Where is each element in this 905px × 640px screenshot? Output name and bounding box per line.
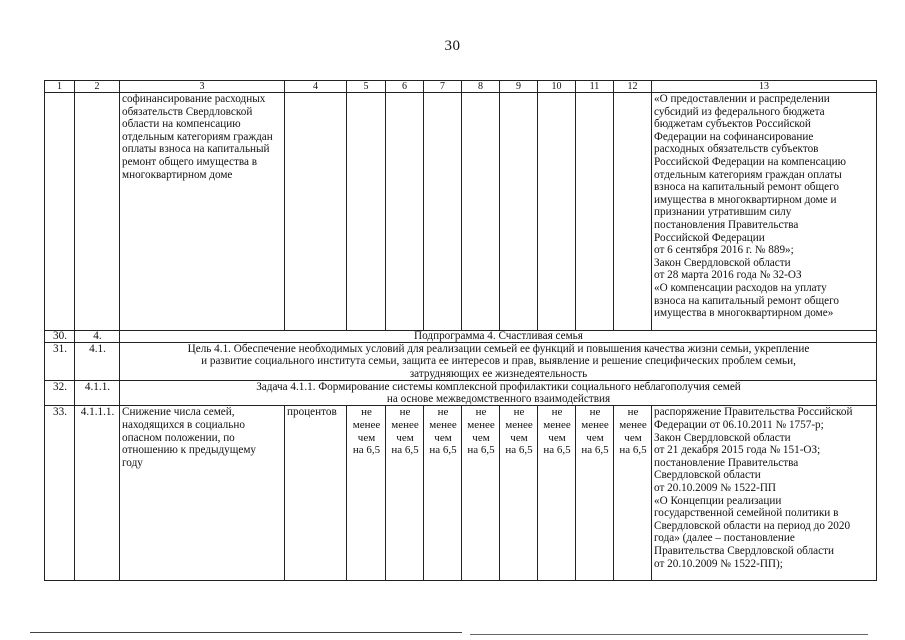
header-cell: 8 [462, 81, 500, 93]
table-row-continuation [45, 93, 877, 331]
header-cell: 10 [538, 81, 576, 93]
page-bottom-rule [30, 632, 462, 633]
indicators-table [44, 80, 877, 581]
continuation-name-cell: софинансирование расходных обязательств Свердловской области на компенсацию отдельным категориям граждан оплаты взноса на капитальный ремонт общего имущества в многоквартирном доме [120, 93, 285, 331]
row-number: 30. [45, 331, 75, 343]
header-cell: 3 [120, 81, 285, 93]
header-cell: 4 [285, 81, 347, 93]
indicator-value: не менее чем на 6,5 [538, 406, 576, 581]
row-number: 31. [45, 343, 75, 381]
indicator-value: не менее чем на 6,5 [614, 406, 652, 581]
page-bottom-rule-right [470, 634, 868, 635]
header-cell: 1 [45, 81, 75, 93]
row-code: 4.1.1.1. [75, 406, 120, 581]
task-text: Задача 4.1.1. Формирование системы комплексной профилактики социального неблагополучия семей на основе межведомственного взаимодействия [120, 380, 877, 406]
indicator-value: не менее чем на 6,5 [576, 406, 614, 581]
header-cell: 2 [75, 81, 120, 93]
row-number: 33. [45, 406, 75, 581]
goal-text: Цель 4.1. Обеспечение необходимых условий для реализации семьей ее функций и повышения качества жизни семьи, укрепление и развитие социального института семьи, защита ее интересов и прав, выявление и решение специфических проблем семьи, затрудняющих ее жизнедеятельность [120, 343, 877, 381]
continuation-source-cell: «О предоставлении и распределении субсидий из федерального бюджета бюджетам субъектов Российской Федерации на софинансирование расходных обязательств субъектов Российской Федерации на компенсацию отдельным категориям граждан оплаты взноса на капитальный ремонт общего имущества в многоквартирном доме и признании утратившим силу постановления Правительства Российской Федерации от 6 сентября 2016 г. № 889»; Закон Свердловской области от 28 марта 2016 года № 32-ОЗ «О компенсации расходов на уплату взноса на капитальный ремонт общего имущества в многоквартирном доме» [652, 93, 877, 331]
table-row-30 [45, 331, 877, 343]
row-number: 32. [45, 380, 75, 406]
header-cell: 6 [386, 81, 424, 93]
row-code: 4. [75, 331, 120, 343]
header-cell: 11 [576, 81, 614, 93]
table-row-31 [45, 343, 877, 381]
indicator-value: не менее чем на 6,5 [462, 406, 500, 581]
row-code: 4.1.1. [75, 380, 120, 406]
indicator-value: не менее чем на 6,5 [386, 406, 424, 581]
header-cell: 9 [500, 81, 538, 93]
indicator-value: не менее чем на 6,5 [424, 406, 462, 581]
indicator-name: Снижение числа семей, находящихся в социально опасном положении, по отношению к предыдущему году [120, 406, 285, 581]
indicator-unit: процентов [285, 406, 347, 581]
header-cell: 7 [424, 81, 462, 93]
subprogram-title: Подпрограмма 4. Счастливая семья [120, 331, 877, 343]
table-row-32 [45, 380, 877, 406]
header-cell: 13 [652, 81, 877, 93]
row-code: 4.1. [75, 343, 120, 381]
table-row-33 [45, 406, 877, 581]
header-row [45, 81, 877, 93]
indicator-source: распоряжение Правительства Российской Федерации от 06.10.2011 № 1757-р; Закон Свердловской области от 21 декабря 2015 года № 151-ОЗ; постановление Правительства Свердловской области от 20.10.2009 № 1522-ПП «О Концепции реализации государственной семейной политики в Свердловской области на период до 2020 года» (далее – постановление Правительства Свердловской области от 20.10.2009 № 1522-ПП); [652, 406, 877, 581]
header-cell: 5 [347, 81, 386, 93]
header-cell: 12 [614, 81, 652, 93]
indicator-value: не менее чем на 6,5 [347, 406, 386, 581]
page-number: 30 [444, 38, 461, 54]
indicator-value: не менее чем на 6,5 [500, 406, 538, 581]
